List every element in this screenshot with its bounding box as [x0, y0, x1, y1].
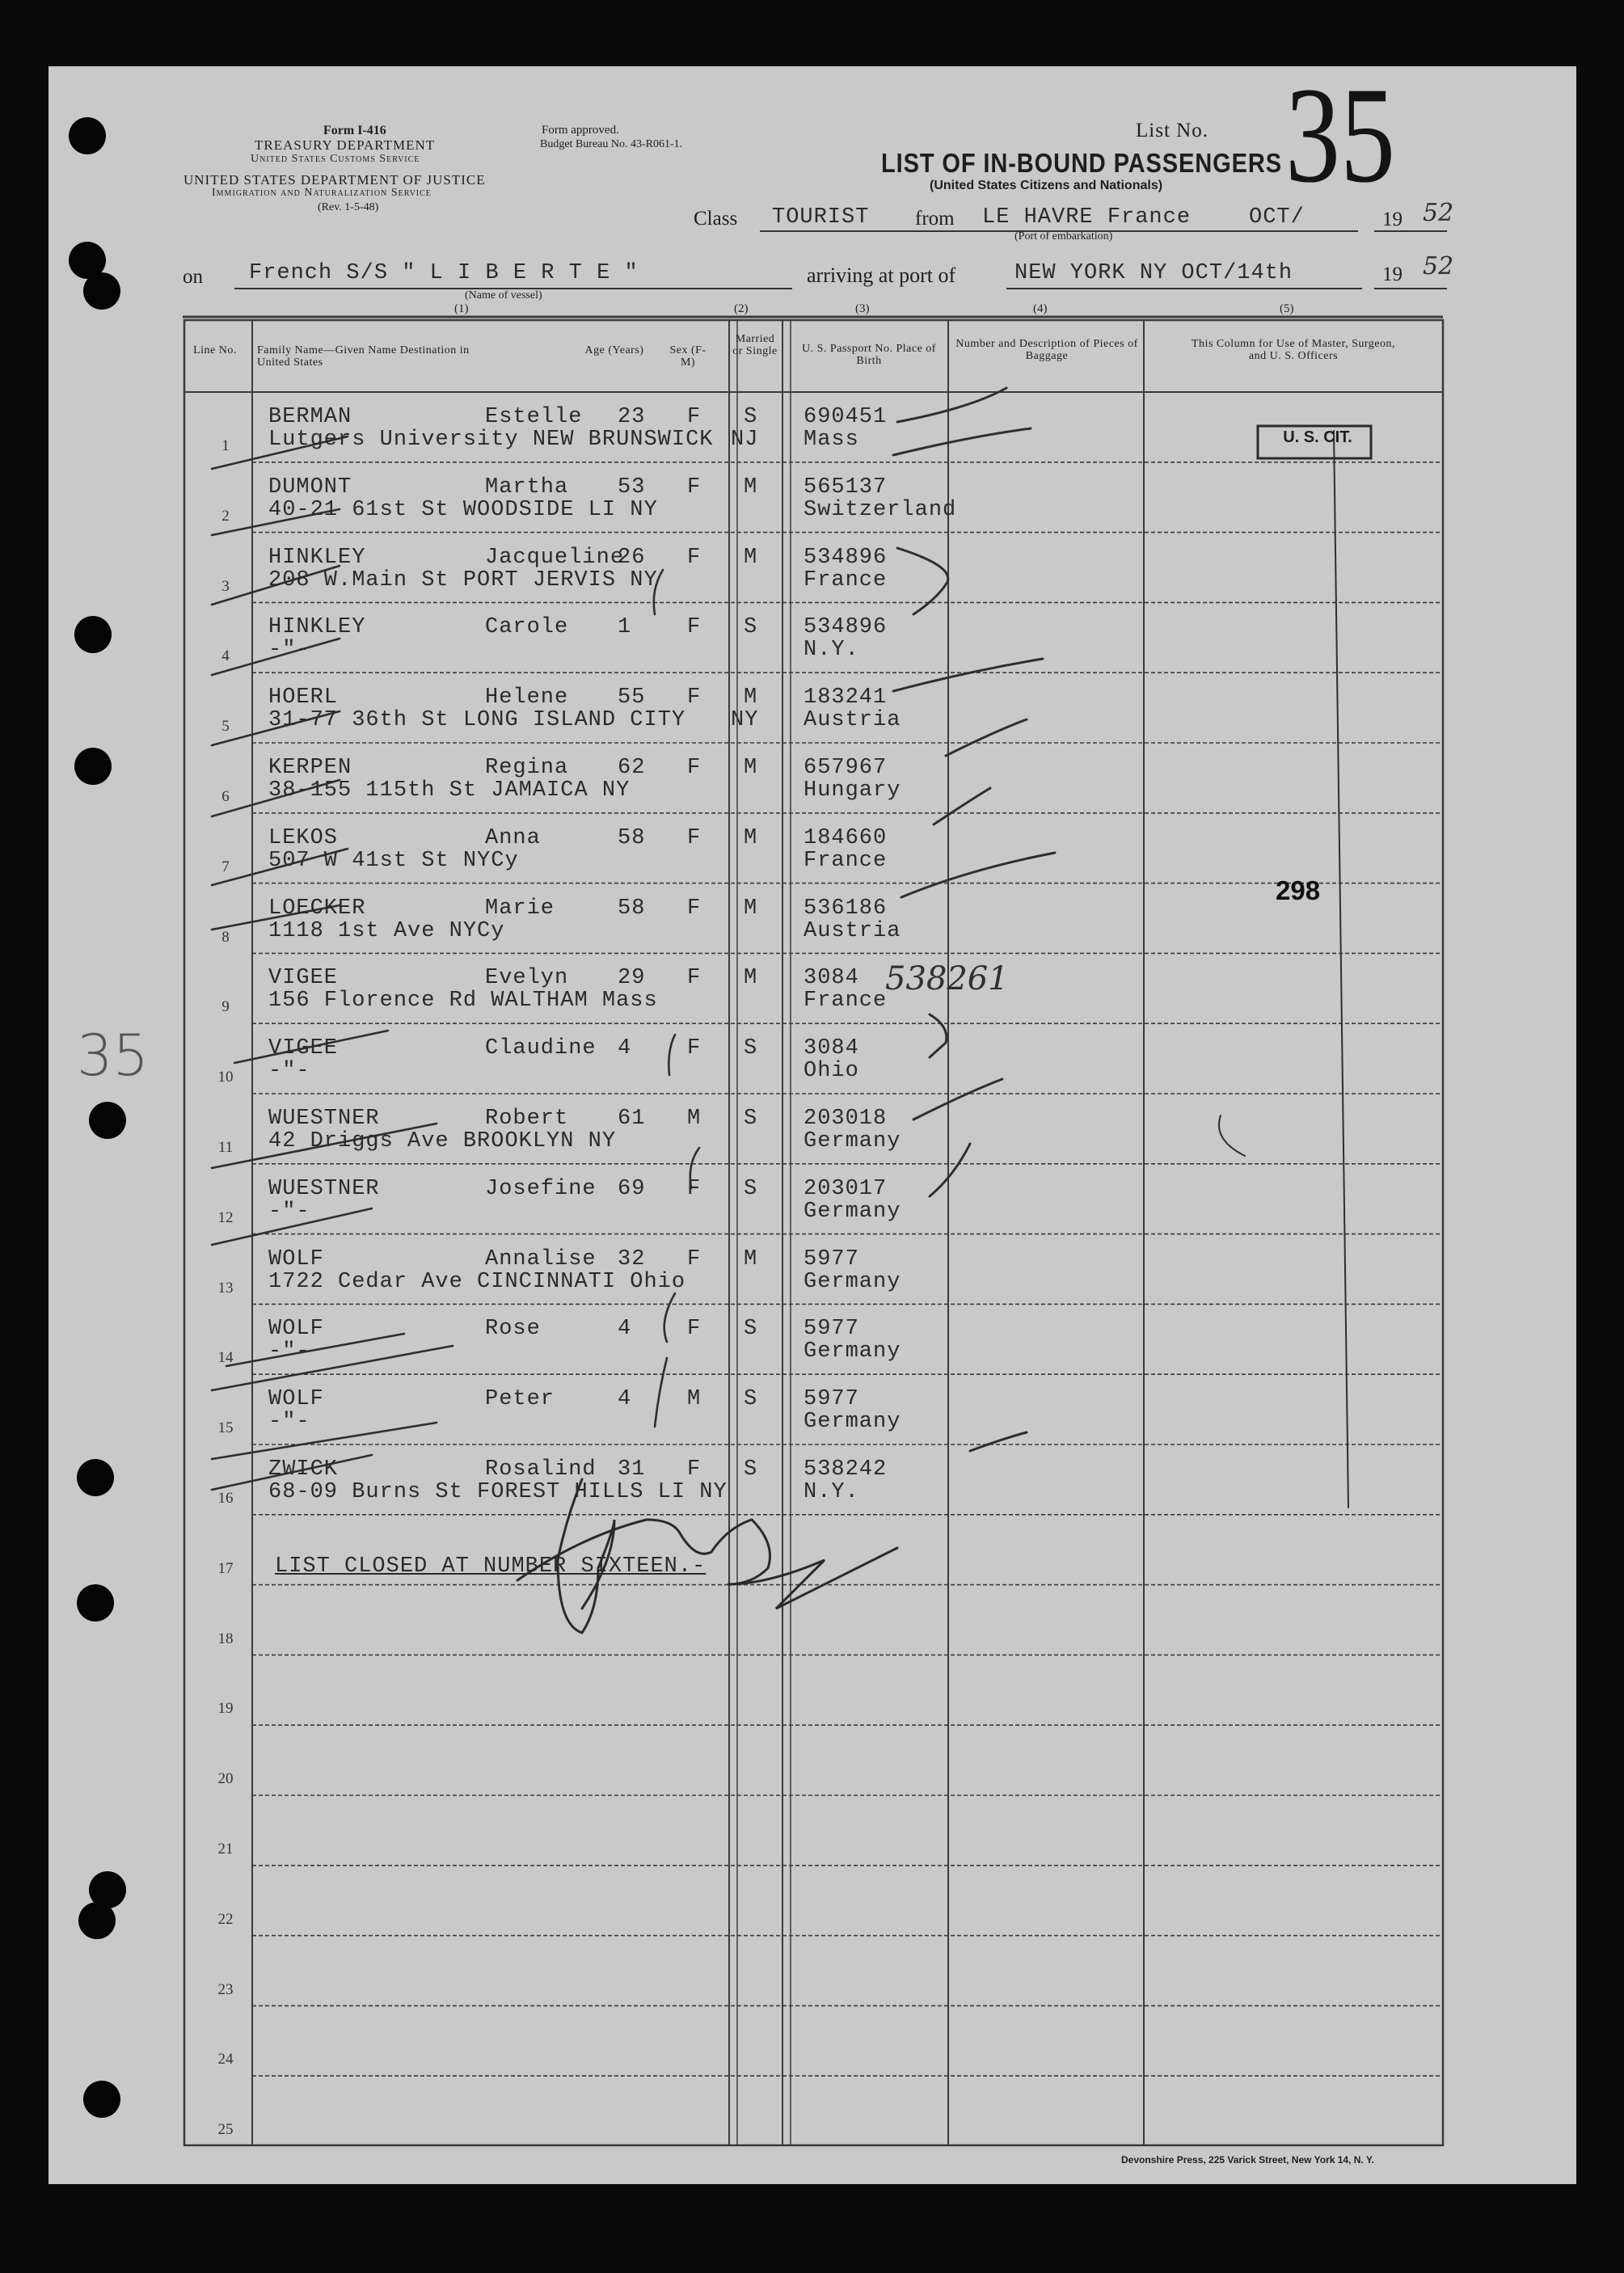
- officer-count: 298: [1276, 875, 1321, 905]
- line-number: 6: [221, 788, 230, 805]
- family-name: LOECKER: [268, 896, 366, 921]
- marital-status: M: [744, 825, 758, 850]
- passport-number: 203018: [804, 1107, 888, 1131]
- family-name: KERPEN: [268, 756, 352, 780]
- margin-note: 35: [77, 1023, 150, 1089]
- age: 32: [618, 1246, 646, 1271]
- line-number: 20: [217, 1770, 234, 1788]
- form-number: Form I-416: [323, 124, 386, 137]
- class-from-underline: [760, 230, 1358, 232]
- immigration-service: Immigration and Naturalization Service: [212, 187, 432, 199]
- place-of-birth: France: [804, 567, 888, 592]
- destination: 507 W 41st St NYCy: [268, 848, 519, 873]
- age: 61: [618, 1107, 646, 1131]
- age: 55: [618, 685, 646, 711]
- from-sublabel: (Port of embarkation): [1014, 230, 1113, 242]
- line-number: 18: [217, 1630, 234, 1647]
- col-header-passport: U. S. Passport No. Place of Birth: [802, 343, 936, 367]
- place-of-birth: France: [804, 989, 888, 1014]
- line-number: 11: [217, 1139, 234, 1156]
- col-header-sex: Sex (F-M): [669, 344, 707, 369]
- vessel-sublabel: (Name of vessel): [465, 289, 542, 302]
- sex: F: [687, 1036, 702, 1061]
- family-name: VIGEE: [268, 966, 339, 991]
- age: 4: [618, 1036, 632, 1061]
- family-name: BERMAN: [268, 405, 352, 429]
- punch-hole: [69, 117, 106, 154]
- class-label: Class: [694, 208, 738, 230]
- year-underline-2: [1374, 288, 1447, 289]
- sex: F: [687, 405, 702, 429]
- arriving-value: NEW YORK NY OCT/14th: [1014, 261, 1293, 285]
- col-header-line: Line No.: [193, 344, 237, 356]
- col-header-baggage: Number and Description of Pieces of Baggage: [955, 338, 1138, 362]
- destination: 68-09 Burns St FOREST HILLS LI NY: [268, 1480, 728, 1504]
- passport-number: 203017: [804, 1176, 888, 1201]
- age: 4: [618, 1387, 632, 1412]
- given-name: Peter: [485, 1387, 555, 1412]
- destination: 156 Florence Rd WALTHAM Mass: [268, 989, 658, 1014]
- line-number: 2: [221, 507, 230, 525]
- line-number: 10: [217, 1069, 234, 1086]
- destination: -"-: [268, 1059, 310, 1084]
- col-header-married: Married or Single: [732, 333, 778, 357]
- line-number: 7: [221, 858, 230, 875]
- marital-status: M: [744, 474, 758, 500]
- punch-hole: [89, 1102, 126, 1139]
- given-name: Rosalind: [485, 1457, 597, 1482]
- place-of-birth: Germany: [804, 1199, 901, 1224]
- marital-status: M: [744, 1246, 758, 1271]
- given-name: Anna: [485, 825, 541, 850]
- marital-status: S: [744, 1107, 758, 1131]
- place-of-birth: Switzerland: [804, 497, 957, 522]
- place-of-birth: Hungary: [804, 778, 901, 803]
- family-name: HINKLEY: [268, 615, 366, 640]
- passport-number: 534896: [804, 545, 888, 570]
- marital-status: M: [744, 966, 758, 991]
- line-number: 16: [217, 1490, 234, 1507]
- sex: F: [687, 685, 702, 711]
- marital-status: S: [744, 1387, 758, 1412]
- line-number: 21: [217, 1841, 234, 1858]
- given-name: Rose: [485, 1317, 541, 1342]
- line-number: 15: [217, 1419, 234, 1437]
- arriving-underline: [1006, 288, 1362, 289]
- treasury-dept: TREASURY DEPARTMENT: [255, 137, 436, 153]
- sex: F: [687, 1176, 702, 1201]
- place-of-birth: France: [804, 848, 888, 873]
- destination-cont: NJ: [731, 428, 759, 452]
- punch-hole: [83, 2081, 120, 2118]
- from-date: OCT/: [1249, 205, 1305, 230]
- destination: -"-: [268, 1410, 310, 1435]
- marital-status: S: [744, 1036, 758, 1061]
- punch-hole: [74, 616, 112, 653]
- sex: M: [687, 1107, 702, 1131]
- passport-number: 690451: [804, 405, 888, 429]
- marital-status: S: [744, 1457, 758, 1482]
- passport-number: 657967: [804, 756, 888, 780]
- col-num-5: (5): [1280, 302, 1294, 315]
- place-of-birth: N.Y.: [804, 638, 859, 663]
- vessel-value: French S/S " L I B E R T E ": [249, 261, 639, 285]
- line-number: 12: [217, 1208, 234, 1226]
- punch-hole: [77, 1584, 114, 1621]
- marital-status: S: [744, 405, 758, 429]
- family-name: HOERL: [268, 685, 339, 711]
- destination: -"-: [268, 1339, 310, 1364]
- col-num-2: (2): [734, 302, 749, 315]
- marital-status: M: [744, 685, 758, 711]
- sex: F: [687, 545, 702, 570]
- age: 53: [618, 474, 646, 500]
- sex: M: [687, 1387, 702, 1412]
- given-name: Estelle: [485, 405, 583, 429]
- customs-service: United States Customs Service: [251, 153, 420, 165]
- family-name: WUESTNER: [268, 1107, 380, 1131]
- punch-hole: [77, 1459, 114, 1496]
- line-number: 23: [217, 1980, 234, 1998]
- list-no-label: List No.: [1136, 120, 1209, 141]
- given-name: Annalise: [485, 1246, 597, 1271]
- destination-cont: NY: [731, 708, 759, 733]
- place-of-birth: N.Y.: [804, 1480, 859, 1504]
- destination: -"-: [268, 638, 310, 663]
- passport-number: 534896: [804, 615, 888, 640]
- passport-number: 184660: [804, 825, 888, 850]
- given-name: Helene: [485, 685, 569, 711]
- dept-of-justice: UNITED STATES DEPARTMENT OF JUSTICE: [183, 172, 486, 188]
- line-number: 13: [217, 1279, 234, 1297]
- line-number: 25: [217, 2121, 234, 2139]
- family-name: WOLF: [268, 1387, 324, 1412]
- sex: F: [687, 615, 702, 640]
- given-name: Robert: [485, 1107, 569, 1131]
- given-name: Claudine: [485, 1036, 597, 1061]
- form-revision: (Rev. 1-5-48): [318, 201, 379, 213]
- passport-number: 3084: [804, 966, 859, 991]
- passport-number: 5977: [804, 1246, 859, 1271]
- family-name: LEKOS: [268, 825, 339, 850]
- passport-number: 536186: [804, 896, 888, 921]
- passport-number: 5977: [804, 1317, 859, 1342]
- col-header-officers: This Column for Use of Master, Surgeon, and U. S. Officers: [1192, 338, 1395, 362]
- destination: 31-77 36th St LONG ISLAND CITY: [268, 708, 686, 733]
- sex: F: [687, 1317, 702, 1342]
- col-num-3: (3): [855, 302, 870, 315]
- age: 4: [618, 1317, 632, 1342]
- sex: F: [687, 474, 702, 500]
- line-number: 3: [221, 577, 230, 595]
- place-of-birth: Ohio: [804, 1059, 859, 1084]
- place-of-birth: Germany: [804, 1269, 901, 1294]
- line-number: 17: [217, 1559, 234, 1577]
- destination: Lutgers University NEW BRUNSWICK: [268, 428, 714, 452]
- family-name: WOLF: [268, 1246, 324, 1271]
- destination: 1118 1st Ave NYCy: [268, 918, 505, 943]
- line-number: 22: [217, 1910, 234, 1928]
- sex: F: [687, 966, 702, 991]
- family-name: ZWICK: [268, 1457, 339, 1482]
- destination: 40-21 61st St WOODSIDE LI NY: [268, 497, 658, 522]
- handwritten-passport-correction: 538261: [885, 960, 1009, 997]
- line-number: 4: [221, 647, 230, 665]
- age: 31: [618, 1457, 646, 1482]
- marital-status: S: [744, 1176, 758, 1201]
- col-num-1: (1): [454, 302, 469, 315]
- given-name: Josefine: [485, 1176, 597, 1201]
- col-header-age: Age (Years): [584, 344, 644, 356]
- place-of-birth: Germany: [804, 1410, 901, 1435]
- age: 23: [618, 405, 646, 429]
- line-number: 14: [217, 1349, 234, 1367]
- year-value-2: 52: [1423, 252, 1454, 280]
- line-number: 5: [221, 718, 230, 736]
- line-number: 9: [221, 998, 230, 1016]
- age: 69: [618, 1176, 646, 1201]
- place-of-birth: Germany: [804, 1129, 901, 1153]
- passport-number: 183241: [804, 685, 888, 711]
- list-closed-note: LIST CLOSED AT NUMBER SIXTEEN.-: [275, 1554, 707, 1579]
- arriving-label: arriving at port of: [807, 264, 956, 287]
- form-title: LIST OF IN-BOUND PASSENGERS: [881, 148, 1282, 178]
- passport-number: 565137: [804, 474, 888, 500]
- place-of-birth: Mass: [804, 428, 859, 452]
- passport-number: 5977: [804, 1387, 859, 1412]
- age: 58: [618, 825, 646, 850]
- punch-hole: [83, 272, 120, 310]
- line-number: 24: [217, 2051, 234, 2068]
- marital-status: M: [744, 896, 758, 921]
- year-underline: [1374, 230, 1447, 232]
- from-value: LE HAVRE France: [982, 205, 1192, 230]
- list-no-value: 35: [1285, 59, 1395, 211]
- place-of-birth: Germany: [804, 1339, 901, 1364]
- destination: 1722 Cedar Ave CINCINNATI Ohio: [268, 1269, 686, 1294]
- destination: 208 W.Main St PORT JERVIS NY: [268, 567, 658, 592]
- place-of-birth: Austria: [804, 918, 901, 943]
- age: 58: [618, 896, 646, 921]
- age: 1: [618, 615, 632, 640]
- sex: F: [687, 1457, 702, 1482]
- col-num-4: (4): [1033, 302, 1048, 315]
- sex: F: [687, 756, 702, 780]
- sex: F: [687, 1246, 702, 1271]
- marital-status: S: [744, 615, 758, 640]
- passport-number: 538242: [804, 1457, 888, 1482]
- class-value: TOURIST: [772, 205, 870, 230]
- punch-hole: [74, 748, 112, 785]
- destination: -"-: [268, 1199, 310, 1224]
- given-name: Regina: [485, 756, 569, 780]
- family-name: VIGEE: [268, 1036, 339, 1061]
- budget-bureau: Budget Bureau No. 43-R061-1.: [540, 138, 683, 150]
- line-number: 1: [221, 437, 230, 454]
- age: 26: [618, 545, 646, 570]
- destination: 38-155 115th St JAMAICA NY: [268, 778, 631, 803]
- family-name: WUESTNER: [268, 1176, 380, 1201]
- line-number: 19: [217, 1700, 234, 1718]
- given-name: Carole: [485, 615, 569, 640]
- age: 29: [618, 966, 646, 991]
- given-name: Jacqueline: [485, 545, 625, 570]
- form-approved: Form approved.: [542, 124, 619, 137]
- year-prefix-2: 19: [1382, 264, 1403, 285]
- marital-status: M: [744, 756, 758, 780]
- family-name: HINKLEY: [268, 545, 366, 570]
- line-number: 8: [221, 928, 230, 946]
- passport-number: 3084: [804, 1036, 859, 1061]
- given-name: Evelyn: [485, 966, 569, 991]
- marital-status: S: [744, 1317, 758, 1342]
- form-subtitle: (United States Citizens and Nationals): [930, 179, 1163, 192]
- from-label: from: [915, 208, 955, 230]
- col-header-name: Family Name—Given Name Destination in United States: [257, 344, 470, 369]
- given-name: Marie: [485, 896, 555, 921]
- age: 62: [618, 756, 646, 780]
- given-name: Martha: [485, 474, 569, 500]
- printer-imprint: Devonshire Press, 225 Varick Street, New York 14, N. Y.: [1121, 2154, 1374, 2165]
- year-prefix: 19: [1382, 209, 1403, 230]
- place-of-birth: Austria: [804, 708, 901, 733]
- us-cit-stamp: U. S. CIT.: [1283, 428, 1352, 446]
- destination: 42 Driggs Ave BROOKLYN NY: [268, 1129, 617, 1153]
- family-name: WOLF: [268, 1317, 324, 1342]
- punch-hole: [78, 1902, 116, 1939]
- on-label: on: [183, 266, 203, 288]
- sex: F: [687, 825, 702, 850]
- family-name: DUMONT: [268, 474, 352, 500]
- marital-status: M: [744, 545, 758, 570]
- year-value: 52: [1423, 199, 1454, 227]
- sex: F: [687, 896, 702, 921]
